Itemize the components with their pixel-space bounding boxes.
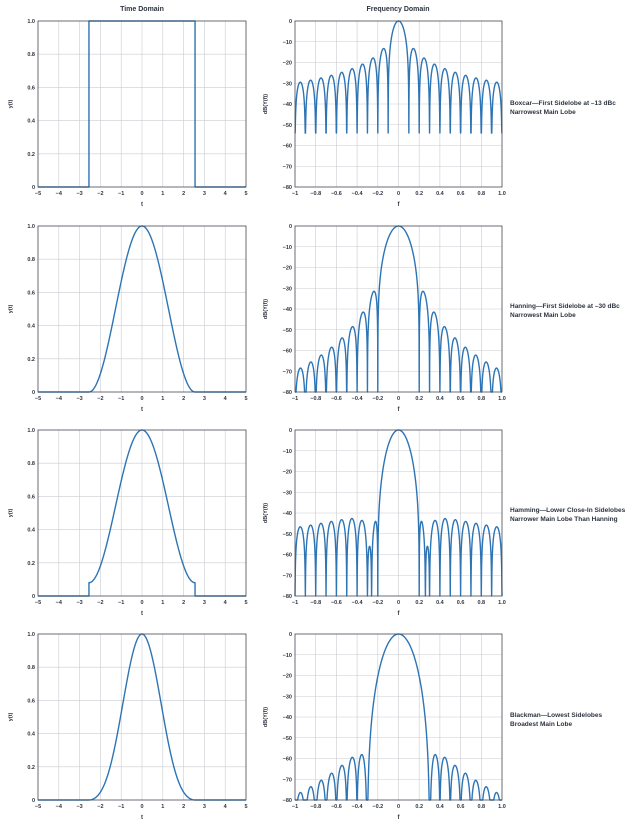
hamming-freq-ytick-label: −60 [282, 552, 292, 559]
hamming-freq-xlabel: f [397, 611, 400, 617]
blackman-freq-ytick-label: −80 [282, 798, 292, 804]
boxcar-freq-ytick-label: −40 [282, 102, 292, 108]
hanning-freq-xtick-label: −0.4 [351, 396, 363, 402]
hanning-freq-ytick-label: 0 [288, 224, 292, 230]
boxcar-freq-xtick-label: −0.8 [310, 191, 322, 197]
boxcar-time-xtick-label: 3 [202, 191, 206, 197]
boxcar-freq-xtick-label: 0.8 [477, 191, 486, 197]
hanning-freq-ytick-label: −10 [282, 244, 292, 251]
hanning-time-xtick-label: 1 [161, 396, 165, 402]
hamming-time-xtick-label: 3 [202, 600, 206, 606]
blackman-time-ytick-label: 0.2 [27, 764, 35, 771]
hanning-time-xtick-label: −4 [55, 396, 62, 402]
boxcar-freq-ytick-label: −60 [282, 143, 292, 150]
boxcar-time-xtick-label: 1 [161, 191, 165, 197]
hamming-time-ytick-label: 1.0 [27, 428, 35, 434]
boxcar-freq-xtick-label: 0 [396, 191, 401, 197]
hamming-time-ylabel: y(t) [8, 508, 14, 518]
hamming-freq-ylabel: dB(Y(f)) [263, 502, 269, 524]
hamming-freq-ytick-label: −40 [282, 511, 292, 517]
blackman-time-ylabel: y(t) [8, 712, 14, 722]
blackman-freq-ylabel: dB(Y(f)) [263, 706, 269, 728]
boxcar-time-xtick-label: 2 [182, 191, 186, 197]
blackman-time-xtick-label: −5 [34, 804, 42, 810]
hamming-time-ytick-label: 0 [31, 594, 35, 600]
blackman-freq-xtick-label: 1.0 [498, 804, 506, 810]
boxcar-time-ytick-label: 0.4 [27, 118, 35, 125]
hamming-freq-xtick-label: 0 [396, 600, 401, 606]
hamming-time-xtick-label: −1 [118, 600, 125, 606]
boxcar-freq-xlabel: f [397, 202, 400, 208]
chart-panels [8, 19, 506, 821]
hanning-freq-xtick-label: 0.8 [477, 396, 486, 402]
hamming-time-xtick-label: 5 [244, 600, 248, 606]
blackman-freq-xtick-label: −0.8 [310, 804, 322, 810]
blackman-freq-xtick-label: 0.2 [415, 804, 424, 810]
blackman-freq-ytick-label: −20 [282, 673, 292, 680]
time-domain-header: Time Domain [120, 6, 164, 13]
hamming-time-xtick-label: 4 [223, 600, 227, 606]
blackman-time-ytick-label: 0 [31, 798, 35, 804]
hanning-time-xtick-label: 5 [244, 396, 248, 402]
hamming-annotation [510, 506, 625, 524]
boxcar-freq-ytick-label: −70 [282, 164, 292, 171]
hamming-time-xtick-label: −2 [97, 600, 104, 606]
boxcar-time-xtick-label: 4 [223, 191, 227, 197]
blackman-time-xtick-label: 0 [140, 804, 144, 810]
hamming-freq-ytick-label: −30 [282, 490, 292, 497]
blackman-time-xtick-label: −3 [76, 804, 83, 810]
hamming-freq-xtick-label: 1.0 [498, 600, 506, 606]
boxcar-annotation-line-2: Narrowest Main Lobe [510, 109, 576, 116]
hanning-time-ytick-label: 0.6 [27, 290, 35, 297]
hanning-freq-ytick-label: −70 [282, 369, 292, 376]
boxcar-time-ytick-label: 0.6 [27, 85, 35, 92]
blackman-freq-ytick-label: −60 [282, 756, 292, 763]
boxcar-freq-ytick-label: −10 [282, 39, 292, 46]
blackman-time-xtick-label: −4 [55, 804, 62, 810]
blackman-freq-ytick-label: −50 [282, 735, 292, 742]
hanning-freq-xtick-label: −0.8 [310, 396, 322, 402]
hanning-freq-xtick-label: 0.4 [436, 396, 444, 402]
hanning-freq-xlabel: f [397, 407, 400, 413]
hanning-freq-xtick-label: −0.6 [330, 396, 342, 402]
hanning-freq-ytick-label: −80 [282, 390, 292, 396]
hanning-annotation-line-1: Hanning—First Sidelobe at –30 dBc [510, 303, 620, 310]
hamming-freq-panel [263, 428, 506, 617]
hamming-freq-ytick-label: −20 [282, 469, 292, 476]
boxcar-freq-xtick-label: −0.6 [330, 191, 342, 197]
hanning-freq-ytick-label: −40 [282, 307, 292, 313]
hanning-time-ytick-label: 1.0 [27, 224, 35, 230]
blackman-freq-ytick-label: −70 [282, 777, 292, 784]
blackman-time-xtick-label: −1 [118, 804, 125, 810]
hamming-freq-ytick-label: 0 [288, 428, 292, 434]
hanning-time-xtick-label: 2 [182, 396, 186, 402]
blackman-time-xtick-label: 3 [202, 804, 206, 810]
boxcar-time-xtick-label: −4 [55, 191, 62, 197]
boxcar-time-xtick-label: −5 [34, 191, 42, 197]
hamming-freq-xtick-label: −1 [291, 600, 299, 606]
boxcar-time-xtick-label: −1 [118, 191, 125, 197]
blackman-annotation-line-1: Blackman—Lowest Sidelobes [510, 712, 603, 719]
hamming-time-xtick-label: −4 [55, 600, 62, 606]
blackman-annotation-line-2: Broadest Main Lobe [510, 721, 573, 728]
hamming-freq-xtick-label: −0.8 [310, 600, 322, 606]
boxcar-time-ylabel: y(t) [8, 99, 14, 109]
blackman-time-xtick-label: 5 [244, 804, 248, 810]
hanning-annotation-line-2: Narrowest Main Lobe [510, 312, 576, 319]
hanning-freq-xtick-label: −1 [291, 396, 299, 402]
hamming-time-xlabel: t [141, 611, 143, 617]
hanning-time-xtick-label: −2 [97, 396, 104, 402]
blackman-time-xtick-label: 1 [161, 804, 165, 810]
hanning-freq-ytick-label: −20 [282, 265, 292, 272]
boxcar-annotation [510, 99, 616, 117]
boxcar-time-xtick-label: −3 [76, 191, 83, 197]
boxcar-annotation-line-1: Boxcar—First Sidelobe at –13 dBc [510, 100, 616, 107]
hamming-freq-xtick-label: 0.6 [456, 600, 465, 606]
hamming-freq-xtick-label: −0.6 [330, 600, 342, 606]
boxcar-freq-xtick-label: 0.4 [436, 191, 444, 197]
hanning-freq-xtick-label: 0.6 [456, 396, 465, 402]
hamming-freq-xtick-label: 0.2 [415, 600, 424, 606]
hanning-time-xlabel: t [141, 407, 143, 413]
boxcar-freq-xtick-label: 1.0 [498, 191, 506, 197]
hanning-freq-ytick-label: −60 [282, 348, 292, 355]
blackman-freq-panel [263, 632, 506, 821]
hamming-time-panel [8, 428, 248, 617]
blackman-freq-xtick-label: 0.8 [477, 804, 486, 810]
blackman-freq-xlabel: f [397, 815, 400, 821]
boxcar-time-xlabel: t [141, 202, 143, 208]
blackman-time-xtick-label: 2 [182, 804, 186, 810]
hanning-time-xtick-label: −3 [76, 396, 83, 402]
boxcar-time-xtick-label: 0 [140, 191, 144, 197]
blackman-time-ytick-label: 0.6 [27, 698, 35, 705]
hanning-time-xtick-label: 4 [223, 396, 227, 402]
blackman-freq-ytick-label: −10 [282, 652, 292, 659]
hamming-freq-xtick-label: 0.4 [436, 600, 444, 606]
hanning-freq-xtick-label: 0.2 [415, 396, 424, 402]
blackman-freq-ytick-label: 0 [288, 632, 292, 638]
blackman-freq-xtick-label: 0.4 [436, 804, 444, 810]
blackman-freq-ytick-label: −40 [282, 715, 292, 721]
hamming-freq-ytick-label: −50 [282, 531, 292, 538]
boxcar-freq-ytick-label: −30 [282, 81, 292, 88]
hamming-freq-ytick-label: −80 [282, 594, 292, 600]
boxcar-time-ytick-label: 0.8 [27, 52, 35, 59]
hanning-time-ytick-label: 0.8 [27, 257, 35, 264]
boxcar-freq-xtick-label: −0.4 [351, 191, 363, 197]
hanning-time-ytick-label: 0.2 [27, 356, 35, 363]
hamming-freq-xtick-label: −0.2 [372, 600, 384, 606]
boxcar-time-ytick-label: 0 [31, 185, 35, 191]
hanning-time-xtick-label: 0 [140, 396, 144, 402]
hanning-freq-panel [263, 224, 506, 413]
boxcar-freq-xtick-label: −1 [291, 191, 299, 197]
blackman-annotation [510, 711, 602, 729]
boxcar-time-xtick-label: −2 [97, 191, 104, 197]
boxcar-freq-xtick-label: 0.6 [456, 191, 465, 197]
hamming-time-xtick-label: −3 [76, 600, 83, 606]
boxcar-freq-ytick-label: −20 [282, 60, 292, 67]
hanning-freq-ytick-label: −50 [282, 327, 292, 334]
blackman-time-xlabel: t [141, 815, 143, 821]
hamming-time-xtick-label: −5 [34, 600, 42, 606]
hamming-freq-ytick-label: −70 [282, 573, 292, 580]
boxcar-freq-ylabel: dB(Y(f)) [263, 93, 269, 115]
boxcar-freq-ytick-label: 0 [288, 19, 292, 25]
boxcar-freq-ytick-label: −80 [282, 185, 292, 191]
hanning-time-xtick-label: 3 [202, 396, 206, 402]
hanning-annotation [510, 302, 620, 320]
hanning-time-ylabel: y(t) [8, 304, 14, 314]
hanning-freq-xtick-label: −0.2 [372, 396, 384, 402]
hanning-freq-ytick-label: −30 [282, 286, 292, 293]
blackman-freq-xtick-label: −0.4 [351, 804, 363, 810]
hamming-time-xtick-label: 0 [140, 600, 144, 606]
hanning-freq-ylabel: dB(Y(f)) [263, 298, 269, 320]
hanning-time-panel [8, 224, 248, 413]
hamming-annotation-line-2: Narrower Main Lobe Than Hanning [510, 516, 618, 523]
blackman-freq-xtick-label: −0.6 [330, 804, 342, 810]
blackman-freq-xtick-label: 0.6 [456, 804, 465, 810]
blackman-time-xtick-label: −2 [97, 804, 104, 810]
boxcar-time-panel [8, 19, 248, 208]
hamming-annotation-line-1: Hamming—Lower Close-In Sidelobes [510, 507, 626, 514]
boxcar-freq-xtick-label: 0.2 [415, 191, 424, 197]
blackman-time-ytick-label: 1.0 [27, 632, 35, 638]
boxcar-time-xtick-label: 5 [244, 191, 248, 197]
blackman-freq-xtick-label: −1 [291, 804, 299, 810]
hanning-time-xtick-label: −1 [118, 396, 125, 402]
boxcar-time-ytick-label: 1.0 [27, 19, 35, 25]
hamming-freq-ytick-label: −10 [282, 448, 292, 455]
hanning-time-xtick-label: −5 [34, 396, 42, 402]
boxcar-freq-panel [263, 19, 506, 208]
hamming-time-ytick-label: 0.8 [27, 461, 35, 468]
hamming-time-xtick-label: 2 [182, 600, 186, 606]
hamming-freq-xtick-label: −0.4 [351, 600, 363, 606]
blackman-freq-xtick-label: 0 [396, 804, 401, 810]
hamming-time-xtick-label: 1 [161, 600, 165, 606]
boxcar-freq-ytick-label: −50 [282, 122, 292, 129]
hanning-time-ytick-label: 0 [31, 390, 35, 396]
hamming-time-ytick-label: 0.2 [27, 560, 35, 567]
frequency-domain-header: Frequency Domain [366, 6, 430, 13]
hamming-time-ytick-label: 0.4 [27, 527, 35, 534]
blackman-time-ytick-label: 0.4 [27, 731, 35, 738]
hamming-freq-xtick-label: 0.8 [477, 600, 486, 606]
blackman-time-panel [8, 632, 248, 821]
hanning-freq-xtick-label: 1.0 [498, 396, 506, 402]
hanning-time-ytick-label: 0.4 [27, 323, 35, 330]
blackman-freq-xtick-label: −0.2 [372, 804, 384, 810]
boxcar-freq-xtick-label: −0.2 [372, 191, 384, 197]
boxcar-time-ytick-label: 0.2 [27, 151, 35, 158]
hamming-time-ytick-label: 0.6 [27, 494, 35, 501]
blackman-freq-ytick-label: −30 [282, 694, 292, 701]
hanning-freq-xtick-label: 0 [396, 396, 401, 402]
blackman-time-xtick-label: 4 [223, 804, 227, 810]
blackman-time-ytick-label: 0.8 [27, 665, 35, 672]
